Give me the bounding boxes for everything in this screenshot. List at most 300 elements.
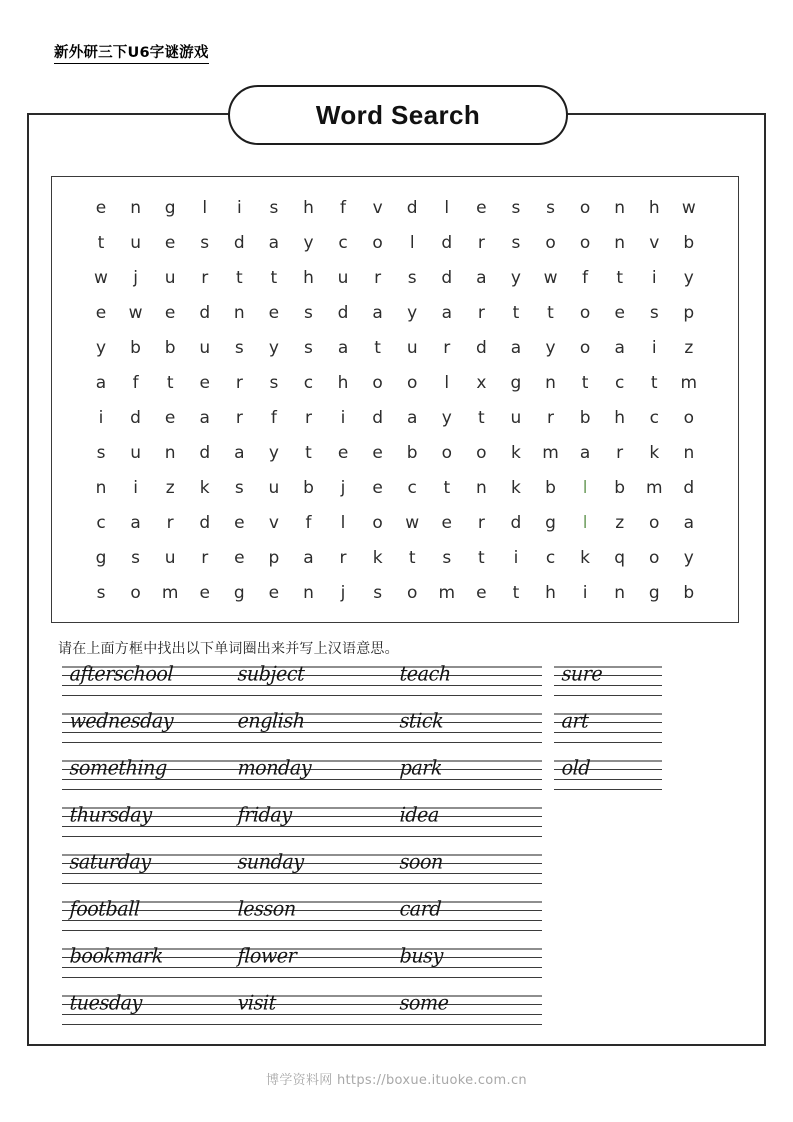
grid-letter[interactable]: i xyxy=(340,408,346,428)
grid-letter[interactable]: e xyxy=(164,303,176,323)
grid-letter[interactable]: q xyxy=(614,548,626,568)
grid-letter[interactable]: m xyxy=(542,443,559,463)
rule-line xyxy=(392,742,542,743)
rule-line xyxy=(230,883,392,884)
rule-line xyxy=(392,977,542,978)
grid-letter[interactable]: o xyxy=(579,233,591,253)
grid-letter[interactable]: n xyxy=(614,198,626,218)
grid-letter[interactable]: o xyxy=(649,548,660,568)
grid-letter[interactable]: n xyxy=(614,233,626,253)
rule-line xyxy=(392,836,542,837)
grid-letter[interactable]: z xyxy=(165,478,175,498)
grid-letter[interactable]: b xyxy=(164,338,176,358)
grid-letter[interactable]: g xyxy=(648,583,660,603)
banner-title-text: Word Search xyxy=(315,99,481,130)
grid-letter[interactable]: u xyxy=(268,478,280,498)
grid-letter[interactable]: i xyxy=(651,338,657,358)
word-slot[interactable] xyxy=(62,805,230,837)
grid-letter[interactable]: l xyxy=(202,198,208,218)
grid-letter[interactable]: s xyxy=(234,338,244,358)
word-column-1 xyxy=(62,664,230,1040)
grid-letter[interactable]: a xyxy=(95,373,107,393)
grid-letter[interactable]: v xyxy=(268,513,279,533)
grid-letter[interactable]: o xyxy=(372,233,383,253)
grid-letter[interactable]: c xyxy=(407,478,417,498)
grid-row xyxy=(52,261,738,296)
grid-letter[interactable]: s xyxy=(200,233,210,253)
grid-letter[interactable]: m xyxy=(645,478,663,498)
grid-letter[interactable]: a xyxy=(303,548,314,568)
grid-letter[interactable]: r xyxy=(477,233,485,253)
word-slot[interactable] xyxy=(230,758,392,790)
grid-letter[interactable]: t xyxy=(305,443,312,463)
grid-letter[interactable]: l xyxy=(582,513,588,533)
grid-letter[interactable]: l xyxy=(582,478,588,498)
grid-letter[interactable]: t xyxy=(270,268,278,288)
grid-letter[interactable]: g xyxy=(233,583,245,603)
grid-letter[interactable]: s xyxy=(131,548,140,568)
grid-letter[interactable]: u xyxy=(510,408,522,428)
grid-letter[interactable]: d xyxy=(441,233,453,253)
grid-letter[interactable]: a xyxy=(372,303,383,323)
grid-letter[interactable]: e xyxy=(234,513,245,533)
word-entry: bookmark xyxy=(69,944,164,968)
grid-letter[interactable]: d xyxy=(406,198,418,218)
grid-letter[interactable]: o xyxy=(649,513,660,533)
grid-letter[interactable]: w xyxy=(405,513,420,533)
grid-letter[interactable]: l xyxy=(340,513,346,533)
grid-letter[interactable]: f xyxy=(270,408,277,428)
word-slot[interactable] xyxy=(392,852,542,884)
rule-line xyxy=(230,977,392,978)
word-slot[interactable] xyxy=(554,664,662,696)
grid-letter[interactable]: b xyxy=(614,478,626,498)
grid-letter[interactable]: u xyxy=(130,443,141,463)
word-slot[interactable] xyxy=(230,664,392,696)
grid-letter[interactable]: u xyxy=(130,233,141,253)
grid-row xyxy=(52,226,738,261)
word-slot[interactable] xyxy=(392,993,542,1025)
grid-letter[interactable]: y xyxy=(683,268,694,288)
grid-letter[interactable]: c xyxy=(303,373,314,393)
grid-letter[interactable]: l xyxy=(444,373,450,393)
grid-row xyxy=(52,401,738,436)
grid-letter[interactable]: e xyxy=(268,583,280,603)
answer-word-list xyxy=(62,664,722,1054)
rule-line xyxy=(62,930,230,931)
grid-letter[interactable]: v xyxy=(372,198,383,218)
word-slot[interactable] xyxy=(554,711,662,743)
word-entry: sure xyxy=(561,662,603,686)
grid-letter[interactable]: d xyxy=(441,268,453,288)
grid-letter[interactable]: e xyxy=(199,583,210,603)
grid-letter[interactable]: o xyxy=(545,233,556,253)
word-entry: teach xyxy=(399,662,452,686)
word-slot[interactable] xyxy=(230,946,392,978)
grid-letter[interactable]: d xyxy=(337,303,349,323)
word-entry: stick xyxy=(399,709,444,733)
grid-letter[interactable]: s xyxy=(546,198,555,218)
footer-watermark: 博学资料网 https://boxue.ituoke.com.cn xyxy=(266,1073,527,1088)
grid-letter[interactable]: b xyxy=(683,583,695,603)
grid-letter[interactable]: e xyxy=(95,198,107,218)
grid-letter[interactable]: h xyxy=(303,268,314,288)
grid-letter[interactable]: i xyxy=(582,583,588,603)
rule-line xyxy=(554,742,662,743)
grid-letter[interactable]: g xyxy=(545,513,556,533)
grid-letter[interactable]: o xyxy=(372,513,383,533)
rule-line xyxy=(230,742,392,743)
grid-letter[interactable]: e xyxy=(95,303,107,323)
word-entry: busy xyxy=(399,944,444,968)
grid-letter[interactable]: e xyxy=(372,443,383,463)
rule-line xyxy=(392,1024,542,1025)
grid-letter[interactable]: s xyxy=(234,478,244,498)
grid-letter[interactable]: o xyxy=(372,373,383,393)
word-slot[interactable] xyxy=(392,946,542,978)
grid-letter[interactable]: h xyxy=(545,583,556,603)
word-slot[interactable] xyxy=(62,993,230,1025)
grid-letter[interactable]: j xyxy=(133,268,138,288)
grid-letter[interactable]: a xyxy=(234,443,245,463)
word-column-3 xyxy=(392,664,542,1040)
grid-letter[interactable]: e xyxy=(268,303,280,323)
grid-letter[interactable]: s xyxy=(407,268,417,288)
grid-letter[interactable]: o xyxy=(683,408,695,428)
grid-letter[interactable]: z xyxy=(684,338,694,358)
grid-letter[interactable]: h xyxy=(614,408,626,428)
grid-letter[interactable]: s xyxy=(649,303,659,323)
grid-letter[interactable]: f xyxy=(582,268,589,288)
grid-letter[interactable]: r xyxy=(477,513,485,533)
grid-letter[interactable]: h xyxy=(337,373,349,393)
grid-letter[interactable]: d xyxy=(683,478,695,498)
grid-letter[interactable]: g xyxy=(95,548,107,568)
grid-letter[interactable]: s xyxy=(304,338,313,358)
grid-letter[interactable]: m xyxy=(161,583,179,603)
grid-letter[interactable]: i xyxy=(133,478,138,498)
grid-letter[interactable]: u xyxy=(406,338,418,358)
word-slot[interactable] xyxy=(62,852,230,884)
grid-letter[interactable]: f xyxy=(305,513,312,533)
grid-row xyxy=(52,471,738,506)
word-slot[interactable] xyxy=(392,805,542,837)
grid-letter[interactable]: s xyxy=(269,198,279,218)
grid-letter[interactable]: w xyxy=(94,268,108,288)
word-slot[interactable] xyxy=(554,758,662,790)
grid-letter[interactable]: f xyxy=(340,198,347,218)
grid-letter[interactable]: d xyxy=(372,408,384,428)
grid-letter[interactable]: l xyxy=(444,198,450,218)
grid-letter[interactable]: p xyxy=(268,548,280,568)
grid-letter[interactable]: p xyxy=(683,303,695,323)
grid-letter[interactable]: o xyxy=(579,338,591,358)
rule-line xyxy=(62,695,230,696)
rule-line xyxy=(62,836,230,837)
grid-letter[interactable]: r xyxy=(443,338,451,358)
word-slot[interactable] xyxy=(392,664,542,696)
word-slot[interactable] xyxy=(230,805,392,837)
grid-letter[interactable]: d xyxy=(510,513,522,533)
grid-letter[interactable]: o xyxy=(579,198,591,218)
grid-letter[interactable]: r xyxy=(304,408,312,428)
grid-letter[interactable]: s xyxy=(511,233,521,253)
grid-letter[interactable]: s xyxy=(96,443,106,463)
grid-letter[interactable]: a xyxy=(579,443,591,463)
grid-letter[interactable]: y xyxy=(303,233,314,253)
grid-letter[interactable]: y xyxy=(407,303,418,323)
grid-letter[interactable]: j xyxy=(340,583,346,603)
grid-letter[interactable]: o xyxy=(130,583,141,603)
grid-letter[interactable]: d xyxy=(475,338,487,358)
word-slot[interactable] xyxy=(392,899,542,931)
grid-letter[interactable]: n xyxy=(303,583,314,603)
grid-letter[interactable]: r xyxy=(374,268,382,288)
grid-letter[interactable]: x xyxy=(476,373,487,393)
rule-line xyxy=(392,789,542,790)
word-slot[interactable] xyxy=(62,899,230,931)
rule-line xyxy=(554,789,662,790)
grid-letter[interactable]: a xyxy=(337,338,349,358)
word-slot[interactable] xyxy=(230,993,392,1025)
rule-line xyxy=(230,695,392,696)
grid-letter[interactable]: b xyxy=(406,443,418,463)
grid-row xyxy=(52,366,738,401)
grid-letter[interactable]: o xyxy=(476,443,487,463)
word-slot[interactable] xyxy=(230,711,392,743)
grid-letter[interactable]: t xyxy=(616,268,623,288)
word-entry: flower xyxy=(237,944,297,968)
grid-letter[interactable]: e xyxy=(234,548,245,568)
word-entry: park xyxy=(399,756,443,780)
grid-letter[interactable]: b xyxy=(579,408,591,428)
grid-letter[interactable]: r xyxy=(235,408,243,428)
grid-letter[interactable]: c xyxy=(649,408,659,428)
rule-line xyxy=(392,695,542,696)
grid-letter[interactable]: b xyxy=(130,338,141,358)
word-slot[interactable] xyxy=(62,758,230,790)
word-entry: afterschool xyxy=(69,662,174,686)
word-entry: idea xyxy=(399,803,440,827)
grid-letter[interactable]: t xyxy=(235,268,243,288)
grid-letter[interactable]: a xyxy=(268,233,280,253)
grid-letter[interactable]: r xyxy=(477,303,485,323)
word-slot[interactable] xyxy=(230,899,392,931)
grid-letter[interactable]: y xyxy=(95,338,107,358)
grid-letter[interactable]: m xyxy=(438,583,456,603)
grid-letter[interactable]: k xyxy=(511,443,521,463)
grid-letter[interactable]: t xyxy=(512,583,520,603)
grid-letter[interactable]: o xyxy=(579,303,591,323)
word-entry: saturday xyxy=(69,850,152,874)
grid-letter[interactable]: e xyxy=(476,198,487,218)
grid-letter[interactable]: k xyxy=(580,548,591,568)
grid-letter[interactable]: e xyxy=(337,443,349,463)
grid-letter[interactable]: m xyxy=(680,373,698,393)
word-column-4 xyxy=(554,664,662,805)
grid-letter[interactable]: k xyxy=(649,443,660,463)
grid-letter[interactable]: u xyxy=(337,268,349,288)
word-entry: visit xyxy=(237,991,277,1015)
word-slot[interactable] xyxy=(62,946,230,978)
grid-letter[interactable]: r xyxy=(616,443,624,463)
grid-letter[interactable]: w xyxy=(543,268,558,288)
grid-letter[interactable]: r xyxy=(235,373,243,393)
grid-letter[interactable]: z xyxy=(615,513,625,533)
grid-letter[interactable]: k xyxy=(199,478,210,498)
grid-letter[interactable]: a xyxy=(476,268,487,288)
grid-letter[interactable]: s xyxy=(442,548,452,568)
rule-line xyxy=(62,883,230,884)
grid-letter[interactable]: w xyxy=(681,198,696,218)
word-entry: english xyxy=(237,709,306,733)
grid-letter[interactable]: u xyxy=(164,548,176,568)
grid-letter[interactable]: v xyxy=(649,233,660,253)
grid-letter[interactable]: d xyxy=(199,443,211,463)
grid-letter[interactable]: t xyxy=(512,303,520,323)
word-entry: thursday xyxy=(69,803,153,827)
word-column-2 xyxy=(230,664,392,1040)
rule-line xyxy=(230,789,392,790)
grid-letter[interactable]: t xyxy=(478,408,485,428)
word-entry: old xyxy=(561,756,591,780)
word-entry: monday xyxy=(237,756,312,780)
grid-letter[interactable]: o xyxy=(407,583,418,603)
grid-letter[interactable]: l xyxy=(409,233,415,253)
grid-letter[interactable]: r xyxy=(166,513,174,533)
grid-letter[interactable]: e xyxy=(476,583,487,603)
grid-row xyxy=(52,331,738,366)
grid-letter[interactable]: s xyxy=(269,373,279,393)
grid-letter[interactable]: c xyxy=(338,233,348,253)
grid-letter[interactable]: e xyxy=(164,408,176,428)
grid-letter[interactable]: a xyxy=(510,338,522,358)
grid-letter[interactable]: i xyxy=(98,408,104,428)
grid-letter[interactable]: s xyxy=(96,583,106,603)
grid-letter[interactable]: a xyxy=(683,513,695,533)
word-slot[interactable] xyxy=(392,711,542,743)
grid-letter[interactable]: i xyxy=(513,548,519,568)
letter-grid[interactable] xyxy=(51,176,739,623)
grid-letter[interactable]: b xyxy=(303,478,314,498)
grid-letter[interactable]: k xyxy=(372,548,383,568)
grid-row xyxy=(52,541,738,576)
grid-letter[interactable]: t xyxy=(650,373,658,393)
grid-letter[interactable]: t xyxy=(374,338,381,358)
grid-letter[interactable]: r xyxy=(201,268,209,288)
grid-letter[interactable]: y xyxy=(268,338,279,358)
grid-letter[interactable]: g xyxy=(164,198,176,218)
grid-letter[interactable]: r xyxy=(339,548,347,568)
grid-letter[interactable]: t xyxy=(478,548,485,568)
grid-letter[interactable]: d xyxy=(233,233,245,253)
grid-letter[interactable]: e xyxy=(164,233,176,253)
word-entry: some xyxy=(399,991,450,1015)
grid-letter[interactable]: s xyxy=(373,583,383,603)
grid-letter[interactable]: c xyxy=(614,373,625,393)
grid-letter[interactable]: y xyxy=(441,408,452,428)
grid-letter[interactable]: u xyxy=(199,338,211,358)
grid-letter[interactable]: w xyxy=(128,303,143,323)
grid-letter[interactable]: e xyxy=(614,303,625,323)
word-entry: art xyxy=(561,709,590,733)
word-slot[interactable] xyxy=(62,711,230,743)
grid-letter[interactable]: a xyxy=(199,408,210,428)
grid-letter[interactable]: j xyxy=(340,478,346,498)
grid-letter[interactable]: a xyxy=(614,338,625,358)
grid-letter[interactable]: h xyxy=(648,198,660,218)
grid-row xyxy=(52,506,738,541)
word-slot[interactable] xyxy=(230,852,392,884)
grid-letter[interactable]: n xyxy=(164,443,176,463)
word-entry: lesson xyxy=(237,897,297,921)
rule-line xyxy=(62,742,230,743)
grid-letter[interactable]: r xyxy=(547,408,555,428)
grid-letter[interactable]: n xyxy=(614,583,626,603)
grid-letter[interactable]: o xyxy=(441,443,452,463)
grid-letter[interactable]: t xyxy=(547,303,554,323)
grid-letter[interactable]: f xyxy=(132,373,139,393)
grid-letter[interactable]: o xyxy=(407,373,418,393)
grid-letter[interactable]: n xyxy=(233,303,245,323)
word-search-banner xyxy=(228,85,568,145)
word-slot[interactable] xyxy=(62,664,230,696)
grid-letter[interactable]: c xyxy=(96,513,106,533)
grid-letter[interactable]: c xyxy=(545,548,556,568)
grid-letter[interactable]: g xyxy=(510,373,522,393)
grid-letter[interactable]: d xyxy=(199,513,211,533)
grid-letter[interactable]: r xyxy=(201,548,209,568)
grid-letter[interactable]: i xyxy=(651,268,657,288)
grid-letter[interactable]: s xyxy=(511,198,521,218)
grid-letter[interactable]: t xyxy=(443,478,451,498)
grid-letter[interactable]: b xyxy=(545,478,556,498)
page-title: 新外研三下U6字谜游戏 xyxy=(54,44,209,64)
grid-letter[interactable]: h xyxy=(303,198,314,218)
grid-letter[interactable]: y xyxy=(683,548,694,568)
word-entry: football xyxy=(69,897,141,921)
word-slot[interactable] xyxy=(392,758,542,790)
grid-letter[interactable]: n xyxy=(130,198,141,218)
grid-letter[interactable]: y xyxy=(545,338,556,358)
grid-letter[interactable]: k xyxy=(511,478,521,498)
grid-row xyxy=(52,576,738,611)
grid-letter[interactable]: a xyxy=(406,408,418,428)
grid-letter[interactable]: a xyxy=(130,513,141,533)
rule-line xyxy=(230,836,392,837)
grid-letter[interactable]: a xyxy=(441,303,452,323)
grid-letter[interactable]: n xyxy=(683,443,695,463)
grid-letter[interactable]: s xyxy=(304,303,313,323)
grid-letter[interactable]: u xyxy=(164,268,176,288)
grid-letter[interactable]: n xyxy=(95,478,107,498)
grid-letter[interactable]: b xyxy=(683,233,695,253)
grid-letter[interactable]: n xyxy=(545,373,556,393)
grid-letter[interactable]: d xyxy=(130,408,141,428)
grid-letter[interactable]: y xyxy=(268,443,279,463)
grid-letter[interactable]: e xyxy=(199,373,210,393)
grid-letter[interactable]: e xyxy=(441,513,453,533)
grid-letter[interactable]: y xyxy=(510,268,521,288)
grid-letter[interactable]: e xyxy=(372,478,383,498)
grid-letter[interactable]: d xyxy=(199,303,211,323)
grid-letter[interactable]: t xyxy=(97,233,105,253)
grid-letter[interactable]: n xyxy=(475,478,487,498)
grid-letter[interactable]: t xyxy=(581,373,589,393)
grid-letter[interactable]: i xyxy=(236,198,242,218)
grid-letter[interactable]: t xyxy=(408,548,416,568)
grid-letter[interactable]: t xyxy=(166,373,174,393)
